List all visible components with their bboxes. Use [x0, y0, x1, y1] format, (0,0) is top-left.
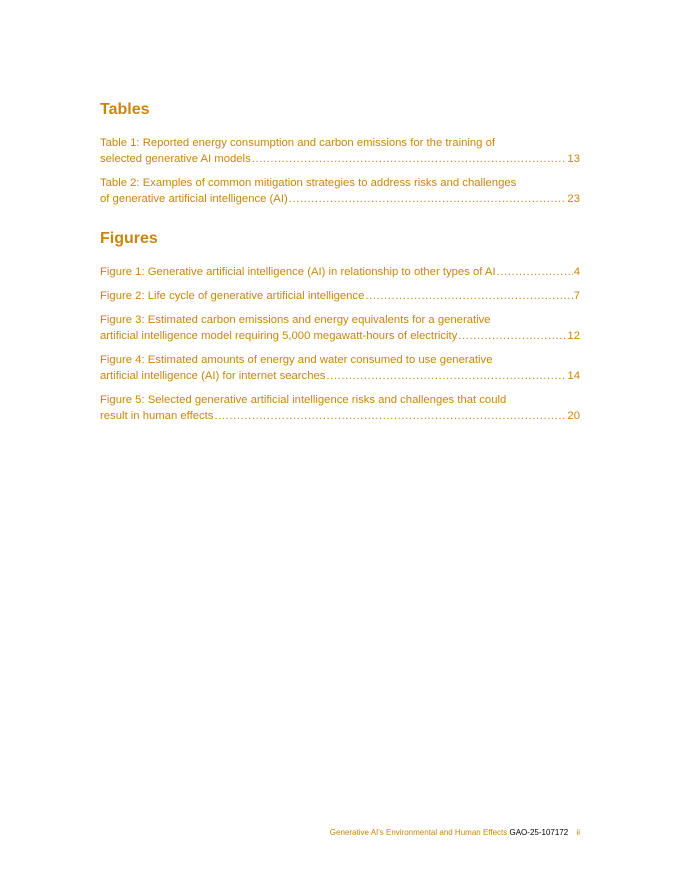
dot-leader [497, 264, 573, 280]
dot-leader [214, 408, 566, 424]
toc-entry-text: Figure 2: Life cycle of generative artificial intelligence [100, 290, 365, 302]
tables-list [100, 135, 580, 207]
toc-entry[interactable] [100, 392, 580, 424]
toc-entry-last-line [100, 151, 580, 167]
toc-entry-last-line [100, 264, 580, 280]
toc-page-number: 20 [567, 410, 580, 422]
footer-report-title: Generative AI's Environmental and Human Effects [329, 828, 508, 837]
table-of-contents [100, 100, 580, 432]
toc-entry-last-line [100, 328, 580, 344]
toc-entry-last-line [100, 288, 580, 304]
toc-page-number: 4 [573, 266, 580, 278]
dot-leader [326, 368, 566, 384]
dot-leader [252, 151, 567, 167]
page-footer [330, 828, 580, 838]
toc-entry-text: result in human effects [100, 410, 214, 422]
dot-leader [289, 191, 567, 207]
toc-entry[interactable] [100, 264, 580, 280]
figures-list [100, 264, 580, 424]
toc-page-number: 14 [567, 370, 580, 382]
toc-entry-text: of generative artificial intelligence (AI) [100, 193, 288, 205]
footer-report-code: GAO-25-107172 [509, 828, 569, 837]
dot-leader [365, 288, 572, 304]
toc-entry-text: Figure 3: Estimated carbon emissions and energy equivalents for a generative [100, 314, 491, 326]
toc-entry-text: Figure 1: Generative artificial intelligence (AI) in relationship to other types of AI [100, 266, 496, 278]
toc-entry-text: Table 1: Reported energy consumption and carbon emissions for the training of [100, 137, 495, 149]
toc-entry-last-line [100, 408, 580, 424]
toc-entry-last-line [100, 368, 580, 384]
toc-entry-text: Table 2: Examples of common mitigation strategies to address risks and challenges [100, 177, 517, 189]
toc-page-number: 23 [567, 193, 580, 205]
tables-heading: Tables [100, 101, 150, 118]
toc-entry[interactable] [100, 312, 580, 344]
toc-entry-text: artificial intelligence model requiring 5,000 megawatt-hours of electricity [100, 330, 458, 342]
toc-entry[interactable] [100, 288, 580, 304]
toc-entry-text: selected generative AI models [100, 153, 251, 165]
toc-entry-text: Figure 4: Estimated amounts of energy and water consumed to use generative [100, 354, 493, 366]
toc-entry-text: artificial intelligence (AI) for internet searches [100, 370, 326, 382]
toc-entry[interactable] [100, 135, 580, 167]
footer-page-number: ii [576, 828, 580, 837]
toc-page-number: 12 [567, 330, 580, 342]
toc-entry[interactable] [100, 175, 580, 207]
toc-entry[interactable] [100, 352, 580, 384]
toc-page-number: 7 [573, 290, 580, 302]
toc-page-number: 13 [567, 153, 580, 165]
toc-entry-last-line [100, 191, 580, 207]
dot-leader [458, 328, 566, 344]
toc-entry-text: Figure 5: Selected generative artificial intelligence risks and challenges that could [100, 394, 507, 406]
figures-heading: Figures [100, 230, 158, 247]
